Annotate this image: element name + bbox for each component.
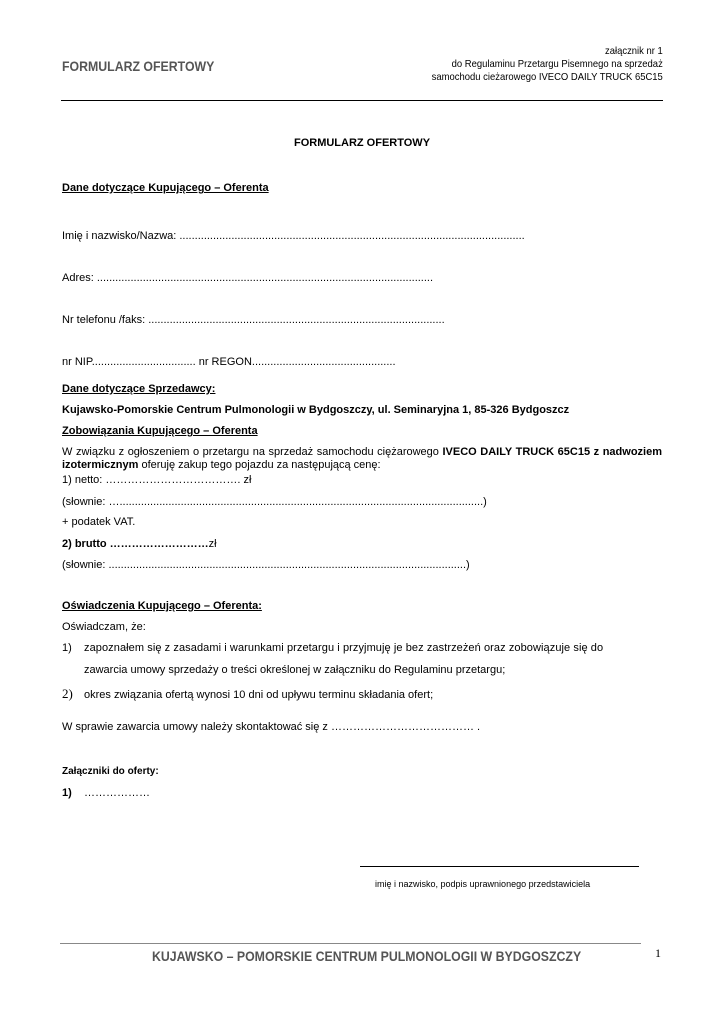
- vat-note: + podatek VAT.: [62, 516, 136, 528]
- statement-item-2-text: okres związania ofertą wynosi 10 dni od upływu terminu składania ofert;: [84, 689, 434, 701]
- form-title: FORMULARZ OFERTOWY: [293, 137, 431, 149]
- header-annex-line-2: do Regulaminu Przetargu Pisemnego na sprzedaż: [451, 58, 663, 70]
- attachments-heading: Załączniki do oferty:: [62, 766, 159, 777]
- signature-line[interactable]: [360, 866, 639, 867]
- obligations-heading: Zobowiązania Kupującego – Oferenta: [62, 425, 258, 437]
- signature-caption: imię i nazwisko, podpis uprawnionego przedstawiciela: [375, 879, 591, 889]
- footer-divider: [60, 943, 641, 944]
- brutto-price-field[interactable]: [62, 538, 217, 550]
- buyer-heading: Dane dotyczące Kupującego – Oferenta: [62, 182, 269, 194]
- netto-price-field[interactable]: 1) netto: ………………………………. zł: [62, 474, 252, 486]
- buyer-name-field[interactable]: Imię i nazwisko/Nazwa: .................................................................................................................: [62, 230, 525, 242]
- statements-intro: Oświadczam, że:: [62, 621, 146, 633]
- attachment-item-1-text: ………………: [84, 787, 150, 799]
- buyer-address-field[interactable]: Adres: ..............................................................................................................: [62, 272, 434, 284]
- statement-item-2-number: 2): [62, 686, 73, 701]
- statement-item-1: [62, 642, 603, 654]
- brutto-unit: zł: [208, 538, 217, 550]
- statement-item-1-continued: zawarcia umowy sprzedaży o treści określonej w załączniku do Regulaminu przetargu;: [84, 664, 506, 676]
- buyer-phone-field[interactable]: Nr telefonu /faks: .................................................................................................: [62, 314, 445, 326]
- statement-item-2: [62, 686, 433, 702]
- brutto-label: 2) brutto ………………………: [62, 538, 209, 550]
- obligations-intro-start: W związku z ogłoszeniem o przetargu na sprzedaż samochodu ciężarowego: [62, 446, 443, 458]
- attachment-item-1[interactable]: [62, 787, 150, 799]
- obligations-intro-end: oferuję zakup tego pojazdu za następującą cenę:: [138, 458, 381, 471]
- statement-item-1-text: zapoznałem się z zasadami i warunkami przetargu i przyjmuję je bez zastrzeżeń oraz zobowiązuje się do: [84, 642, 604, 654]
- page-number: 1: [655, 946, 661, 960]
- seller-heading: Dane dotyczące Sprzedawcy:: [62, 383, 216, 395]
- header-annex-line-1: załącznik nr 1: [605, 45, 663, 57]
- contact-person-field[interactable]: W sprawie zawarcia umowy należy skontaktować się z ………………………………… .: [62, 721, 481, 733]
- buyer-nip-regon-field[interactable]: nr NIP.................................. nr REGON...............................................: [62, 356, 396, 368]
- seller-name: Kujawsko-Pomorskie Centrum Pulmonologii w Bydgoszczy, ul. Seminaryjna 1, 85-326 Bydgoszcz: [62, 404, 570, 416]
- statement-item-1-number: 1): [62, 642, 72, 654]
- header-annex-note: [432, 45, 663, 84]
- footer-institution: KUJAWSKO – POMORSKIE CENTRUM PULMONOLOGII W BYDGOSZCZY: [152, 948, 582, 964]
- brutto-words-field[interactable]: (słownie: .....................................................................................................................): [62, 559, 470, 571]
- obligations-intro: [62, 446, 662, 471]
- vehicle-name: IVECO DAILY TRUCK 65C15 z nadwoziem izotermicznym: [62, 446, 662, 471]
- header-annex-line-3: samochodu cieżarowego IVECO DAILY TRUCK 65C15: [431, 71, 663, 83]
- header-divider: [61, 100, 663, 101]
- header-title: FORMULARZ OFERTOWY: [62, 58, 215, 74]
- netto-words-field[interactable]: (słownie: ….......................................................................................................................): [62, 496, 487, 508]
- statements-heading: Oświadczenia Kupującego – Oferenta:: [62, 600, 262, 612]
- attachment-item-1-number: 1): [62, 787, 72, 799]
